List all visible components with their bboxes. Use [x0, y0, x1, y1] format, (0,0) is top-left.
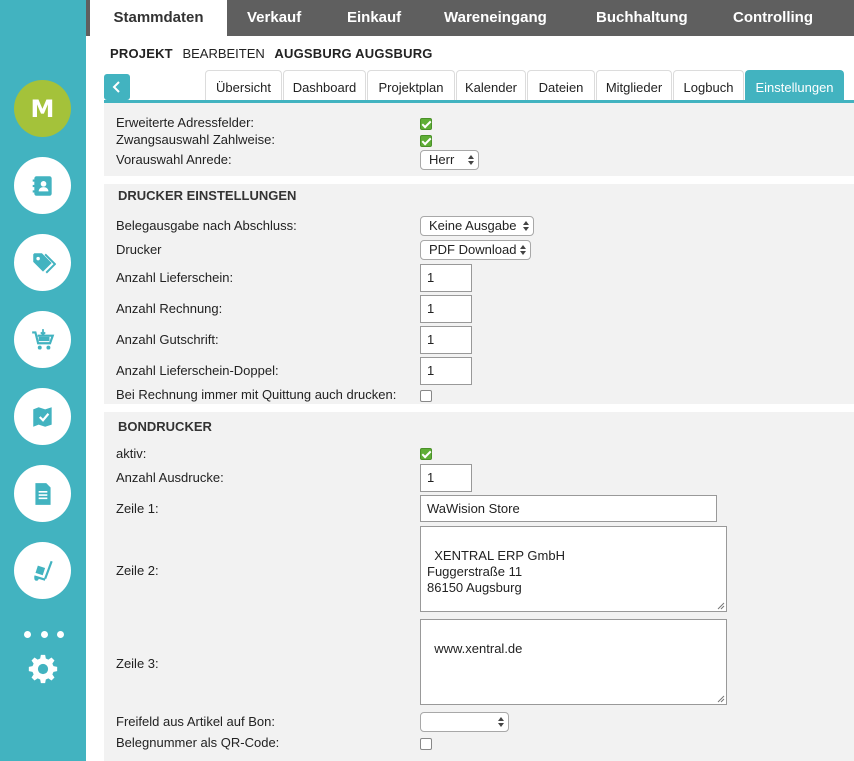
zeile2-textarea[interactable]	[420, 526, 727, 612]
tab-dateien[interactable]: Dateien	[527, 70, 595, 101]
breadcrumb-project-name: AUGSBURG AUGSBURG	[274, 46, 433, 61]
zeile3-value: www.xentral.de	[434, 641, 523, 656]
zeile3-label: Zeile 3:	[116, 656, 159, 671]
zwangsauswahl-checkbox[interactable]	[420, 135, 432, 147]
anzahl-lieferschein-input[interactable]: 1	[420, 264, 472, 292]
address-book-icon	[30, 173, 56, 199]
tab-uebersicht[interactable]: Übersicht	[205, 70, 282, 101]
cart-button[interactable]	[14, 311, 71, 368]
breadcrumb-projekt: PROJEKT	[110, 46, 173, 61]
zeile2-label: Zeile 2:	[116, 563, 159, 578]
quittung-label: Bei Rechnung immer mit Quittung auch drucken:	[116, 387, 397, 402]
user-avatar[interactable]	[14, 80, 71, 137]
anzahl-ausdrucke-input[interactable]: 1	[420, 464, 472, 492]
avatar-letter: M	[30, 94, 55, 123]
tab-logbuch[interactable]: Logbuch	[673, 70, 744, 101]
drucker-section-title: DRUCKER EINSTELLUNGEN	[118, 188, 297, 203]
anzahl-gutschrift-input[interactable]: 1	[420, 326, 472, 354]
zeile3-textarea[interactable]	[420, 619, 727, 705]
resize-handle-icon[interactable]	[717, 602, 725, 610]
zeile1-input[interactable]: WaWision Store	[420, 495, 717, 522]
topnav-controlling[interactable]: Controlling	[733, 9, 813, 26]
drucker-value: PDF Download	[429, 242, 517, 257]
map-check-button[interactable]	[14, 388, 71, 445]
freifeld-select[interactable]	[420, 712, 509, 732]
drucker-select[interactable]	[420, 240, 531, 260]
breadcrumb-bearbeiten: BEARBEITEN	[182, 46, 265, 61]
tab-projektplan[interactable]: Projektplan	[367, 70, 455, 101]
hand-truck-icon	[30, 558, 56, 584]
topnav-buchhaltung[interactable]: Buchhaltung	[596, 9, 688, 26]
tab-mitglieder[interactable]: Mitglieder	[596, 70, 672, 101]
document-button[interactable]	[14, 465, 71, 522]
tab-kalender[interactable]: Kalender	[456, 70, 526, 101]
qr-code-checkbox[interactable]	[420, 738, 432, 750]
belegausgabe-label: Belegausgabe nach Abschluss:	[116, 218, 297, 233]
zeile1-label: Zeile 1:	[116, 501, 159, 516]
aktiv-checkbox[interactable]	[420, 448, 432, 460]
anrede-value: Herr	[429, 152, 455, 167]
address-book-button[interactable]	[14, 157, 71, 214]
belegausgabe-value: Keine Ausgabe	[429, 218, 517, 233]
select-arrows-icon	[498, 716, 504, 728]
tab-dashboard[interactable]: Dashboard	[283, 70, 366, 101]
topnav-wareneingang[interactable]: Wareneingang	[444, 9, 547, 26]
more-dots-icon[interactable]	[24, 631, 64, 639]
zwangsauswahl-label: Zwangsauswahl Zahlweise:	[116, 132, 275, 147]
hand-truck-button[interactable]	[14, 542, 71, 599]
sidebar	[0, 0, 86, 761]
back-button[interactable]	[104, 74, 130, 100]
chevron-left-icon	[111, 81, 123, 93]
anzahl-ausdrucke-label: Anzahl Ausdrucke:	[116, 470, 224, 485]
select-arrows-icon	[468, 154, 474, 166]
cart-icon	[30, 327, 56, 353]
quittung-checkbox[interactable]	[420, 390, 432, 402]
belegausgabe-select[interactable]	[420, 216, 534, 236]
document-icon	[30, 481, 56, 507]
breadcrumb	[110, 46, 433, 61]
select-arrows-icon	[520, 244, 526, 256]
anzahl-lieferschein-label: Anzahl Lieferschein:	[116, 270, 234, 285]
anzahl-rechnung-input[interactable]: 1	[420, 295, 472, 323]
anrede-label: Vorauswahl Anrede:	[116, 152, 232, 167]
anzahl-gutschrift-label: Anzahl Gutschrift:	[116, 332, 219, 347]
zeile2-value: XENTRAL ERP GmbH Fuggerstraße 11 86150 Augsburg	[427, 548, 565, 595]
bondrucker-section-title: BONDRUCKER	[118, 419, 212, 434]
select-arrows-icon	[523, 220, 529, 232]
freifeld-label: Freifeld aus Artikel auf Bon:	[116, 714, 275, 729]
erweiterte-adressfelder-checkbox[interactable]	[420, 118, 432, 130]
tag-icon	[30, 250, 56, 276]
anzahl-rechnung-label: Anzahl Rechnung:	[116, 301, 223, 316]
anzahl-lieferschein-doppel-input[interactable]: 1	[420, 357, 472, 385]
topnav-einkauf[interactable]: Einkauf	[347, 9, 402, 26]
resize-handle-icon[interactable]	[717, 695, 725, 703]
anzahl-lieferschein-doppel-label: Anzahl Lieferschein-Doppel:	[116, 363, 279, 378]
topnav-verkauf[interactable]: Verkauf	[247, 9, 302, 26]
anrede-select[interactable]	[420, 150, 479, 170]
gear-icon[interactable]	[26, 652, 60, 686]
erweiterte-adressfelder-label: Erweiterte Adressfelder:	[116, 115, 255, 130]
map-check-icon	[30, 404, 56, 430]
topnav-stammdaten[interactable]: Stammdaten	[90, 0, 227, 36]
qr-code-label: Belegnummer als QR-Code:	[116, 735, 280, 750]
aktiv-label: aktiv:	[116, 446, 147, 461]
tag-button[interactable]	[14, 234, 71, 291]
tab-einstellungen[interactable]: Einstellungen	[745, 70, 844, 101]
drucker-label: Drucker	[116, 242, 162, 257]
